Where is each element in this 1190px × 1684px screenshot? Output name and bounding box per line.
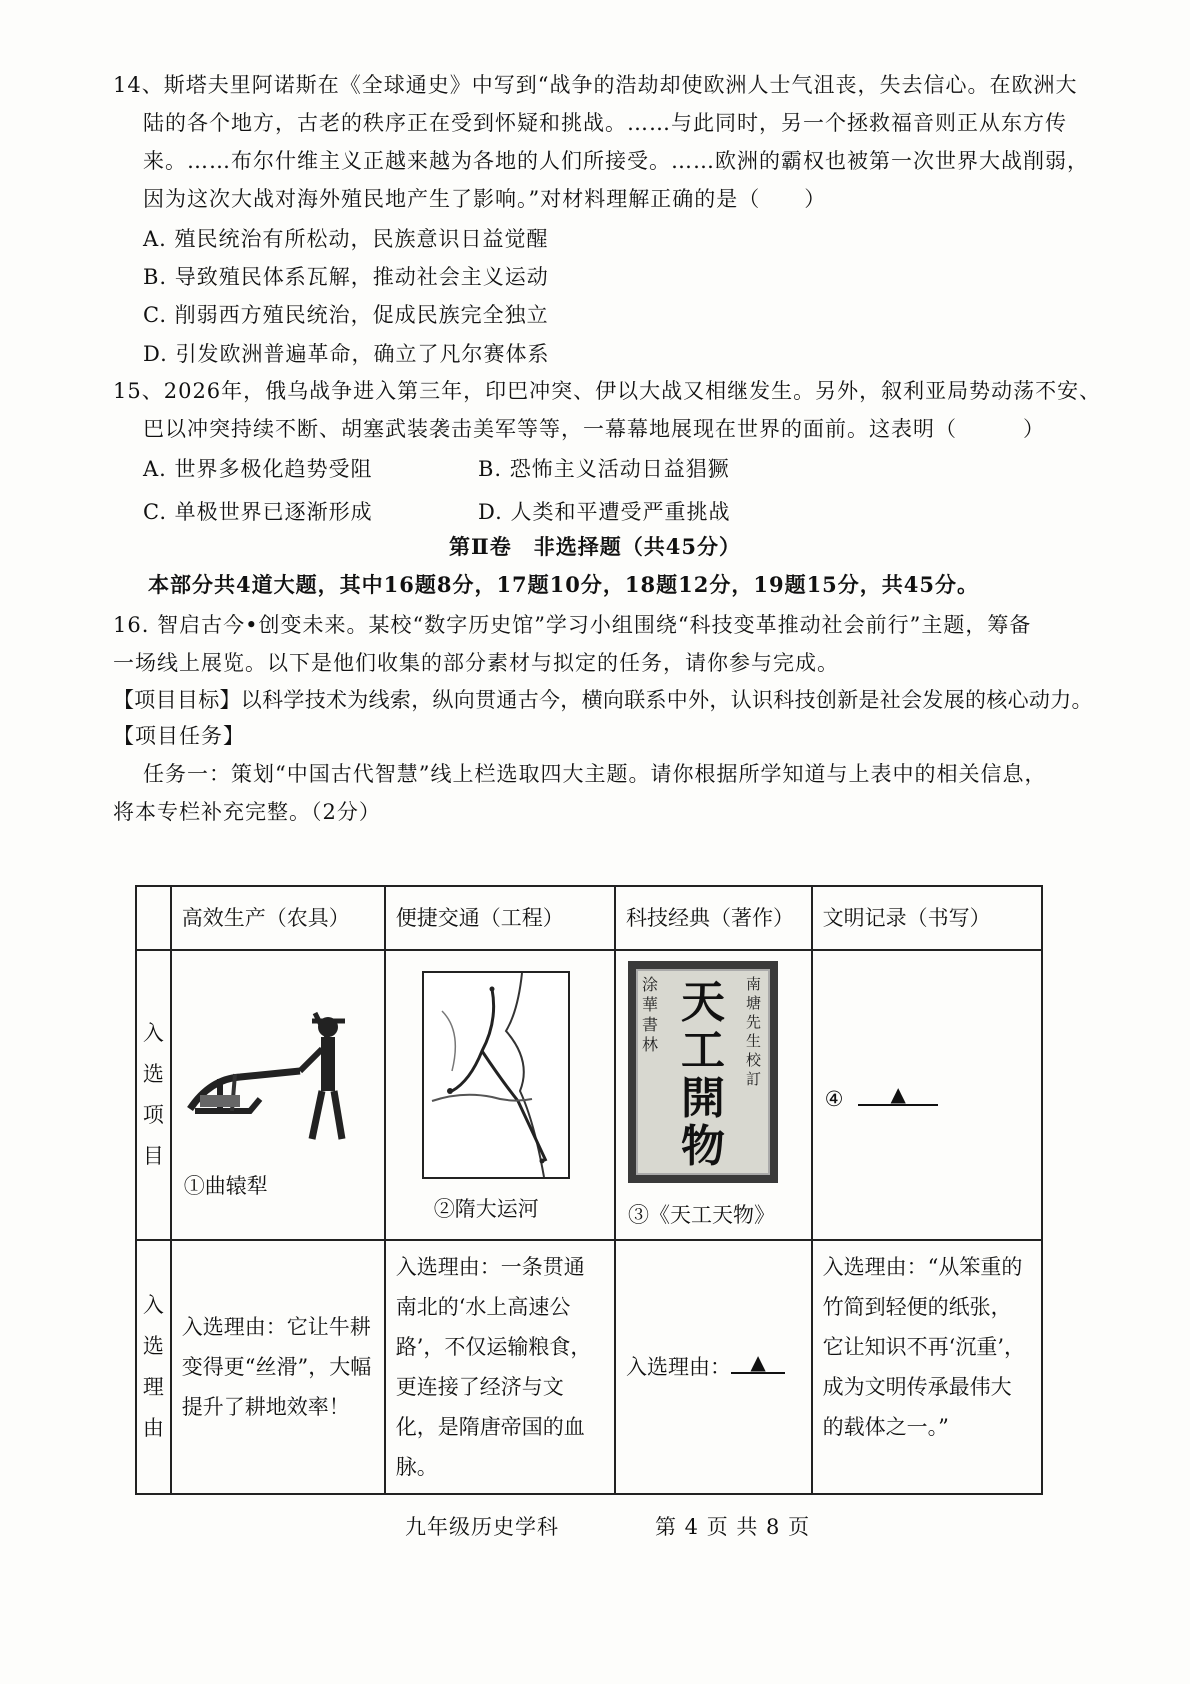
q14-line4: 因为这次大战对海外殖民地产生了影响。”对材料理解正确的是（ ）: [143, 187, 827, 211]
q16-goal: 【项目目标】以科学技术为线索，纵向贯通古今，横向联系中外，认识科技创新是社会发展的核心动力。: [113, 688, 1093, 712]
q14-line1: 14、斯塔夫里阿诺斯在《全球通史》中写到“战争的浩劫却使欧洲人士气沮丧，失去信心。在欧洲大: [113, 73, 1078, 97]
header-corner: [136, 886, 171, 950]
q16-tasks: 【项目任务】: [113, 724, 245, 748]
table-row-reasons: [136, 1240, 1042, 1494]
row-label-items: 入 选 项 目: [136, 950, 171, 1240]
table-header-row: [136, 886, 1042, 950]
q14-line2: 陆的各个地方，古老的秩序正在受到怀疑和挑战。……与此同时，另一个拯救福音则正从东方传: [143, 111, 1067, 135]
cell-canal: [385, 950, 615, 1240]
book-left-label: 涂華書林: [642, 975, 659, 1054]
table-row-items: [136, 950, 1042, 1240]
q16-task1-line1: 任务一：策划“中国古代智慧”线上栏选取四大主题。请你根据所学知道与上表中的相关信息，: [143, 762, 1047, 786]
q16-task1-line2: 将本专栏补充完整。（2分）: [113, 800, 381, 824]
plough-illustration: [180, 999, 360, 1149]
reason-book: 入选理由： ▲: [615, 1240, 812, 1494]
reason-canal: 入选理由：一条贯通南北的‘水上高速公路’，不仅运输粮食，更连接了经济与文化，是隋唐帝国的血脉。: [385, 1240, 615, 1494]
cell-writing: [812, 950, 1042, 1240]
q14-option-b[interactable]: B. 导致殖民体系瓦解，推动社会主义运动: [143, 265, 549, 289]
q14-line3: 来。……布尔什维主义正越来越为各地的人们所接受。……欧洲的霸权也被第一次世界大战削弱，: [143, 149, 1089, 173]
header-writing: 文明记录（书写）: [812, 886, 1042, 950]
header-transport: 便捷交通（工程）: [385, 886, 615, 950]
q16-line2: 一场线上展览。以下是他们收集的部分素材与拟定的任务，请你参与完成。: [113, 651, 839, 675]
reason-writing: 入选理由：“从笨重的竹简到轻便的纸张，它让知识不再‘沉重’，成为文明传承最伟大的载体之一。”: [812, 1240, 1042, 1494]
item-writing: ④ ▲: [825, 1079, 939, 1119]
header-production: 高效生产（农具）: [171, 886, 385, 950]
section-title: 第Ⅱ卷 非选择题（共45分）: [449, 534, 741, 559]
row-label-reasons: 入 选 理 由: [136, 1240, 171, 1494]
q15-option-d[interactable]: D. 人类和平遭受严重挑战: [478, 500, 731, 524]
q14-option-c[interactable]: C. 削弱西方殖民统治，促成民族完全独立: [143, 303, 549, 327]
answer-blank-3[interactable]: ▲: [731, 1348, 785, 1374]
answer-blank-4[interactable]: ▲: [858, 1080, 938, 1106]
q15-line2: 巴以冲突持续不断、胡塞武装袭击美军等等，一幕幕地展现在世界的面前。这表明（ ）: [143, 417, 1045, 441]
footer-page-number: 第 4 页 共 8 页: [655, 1515, 811, 1539]
header-classic: 科技经典（著作）: [615, 886, 812, 950]
reason-plough: 入选理由：它让牛耕变得更“丝滑”，大幅提升了耕地效率！: [171, 1240, 385, 1494]
item-book-caption: ③《天工天物》: [628, 1203, 776, 1227]
footer-subject: 九年级历史学科: [405, 1515, 559, 1539]
q16-line1: 16. 智启古今•创变未来。某校“数字历史馆”学习小组围绕“科技变革推动社会前行”主题，筹备: [113, 613, 1032, 637]
q15-option-a[interactable]: A. 世界多极化趋势受阻: [143, 457, 373, 481]
cell-plough: [171, 950, 385, 1240]
theme-table: [135, 885, 1043, 1495]
section-desc: 本部分共4道大题，其中16题8分，17题10分，18题12分，19题15分，共45分。: [148, 572, 980, 597]
q15-option-b[interactable]: B. 恐怖主义活动日益猖獗: [478, 457, 730, 481]
item-canal-caption: ②隋大运河: [433, 1197, 539, 1221]
book-right-label: 南塘先生校訂: [746, 975, 762, 1088]
book-title: 天 工 開 物: [681, 977, 726, 1172]
cell-book: [615, 950, 812, 1240]
q14-option-d[interactable]: D. 引发欧洲普遍革命，确立了凡尔赛体系: [143, 342, 550, 366]
q14-option-a[interactable]: A. 殖民统治有所松动，民族意识日益觉醒: [143, 227, 549, 251]
item-plough-caption: ①曲辕犁: [183, 1174, 268, 1198]
q15-option-c[interactable]: C. 单极世界已逐渐形成: [143, 500, 373, 524]
book-cover-image: [628, 961, 778, 1183]
canal-map: [422, 971, 570, 1179]
q15-line1: 15、2026年，俄乌战争进入第三年，印巴冲突、伊以大战又相继发生。另外，叙利亚局势动荡不安、: [113, 379, 1102, 403]
